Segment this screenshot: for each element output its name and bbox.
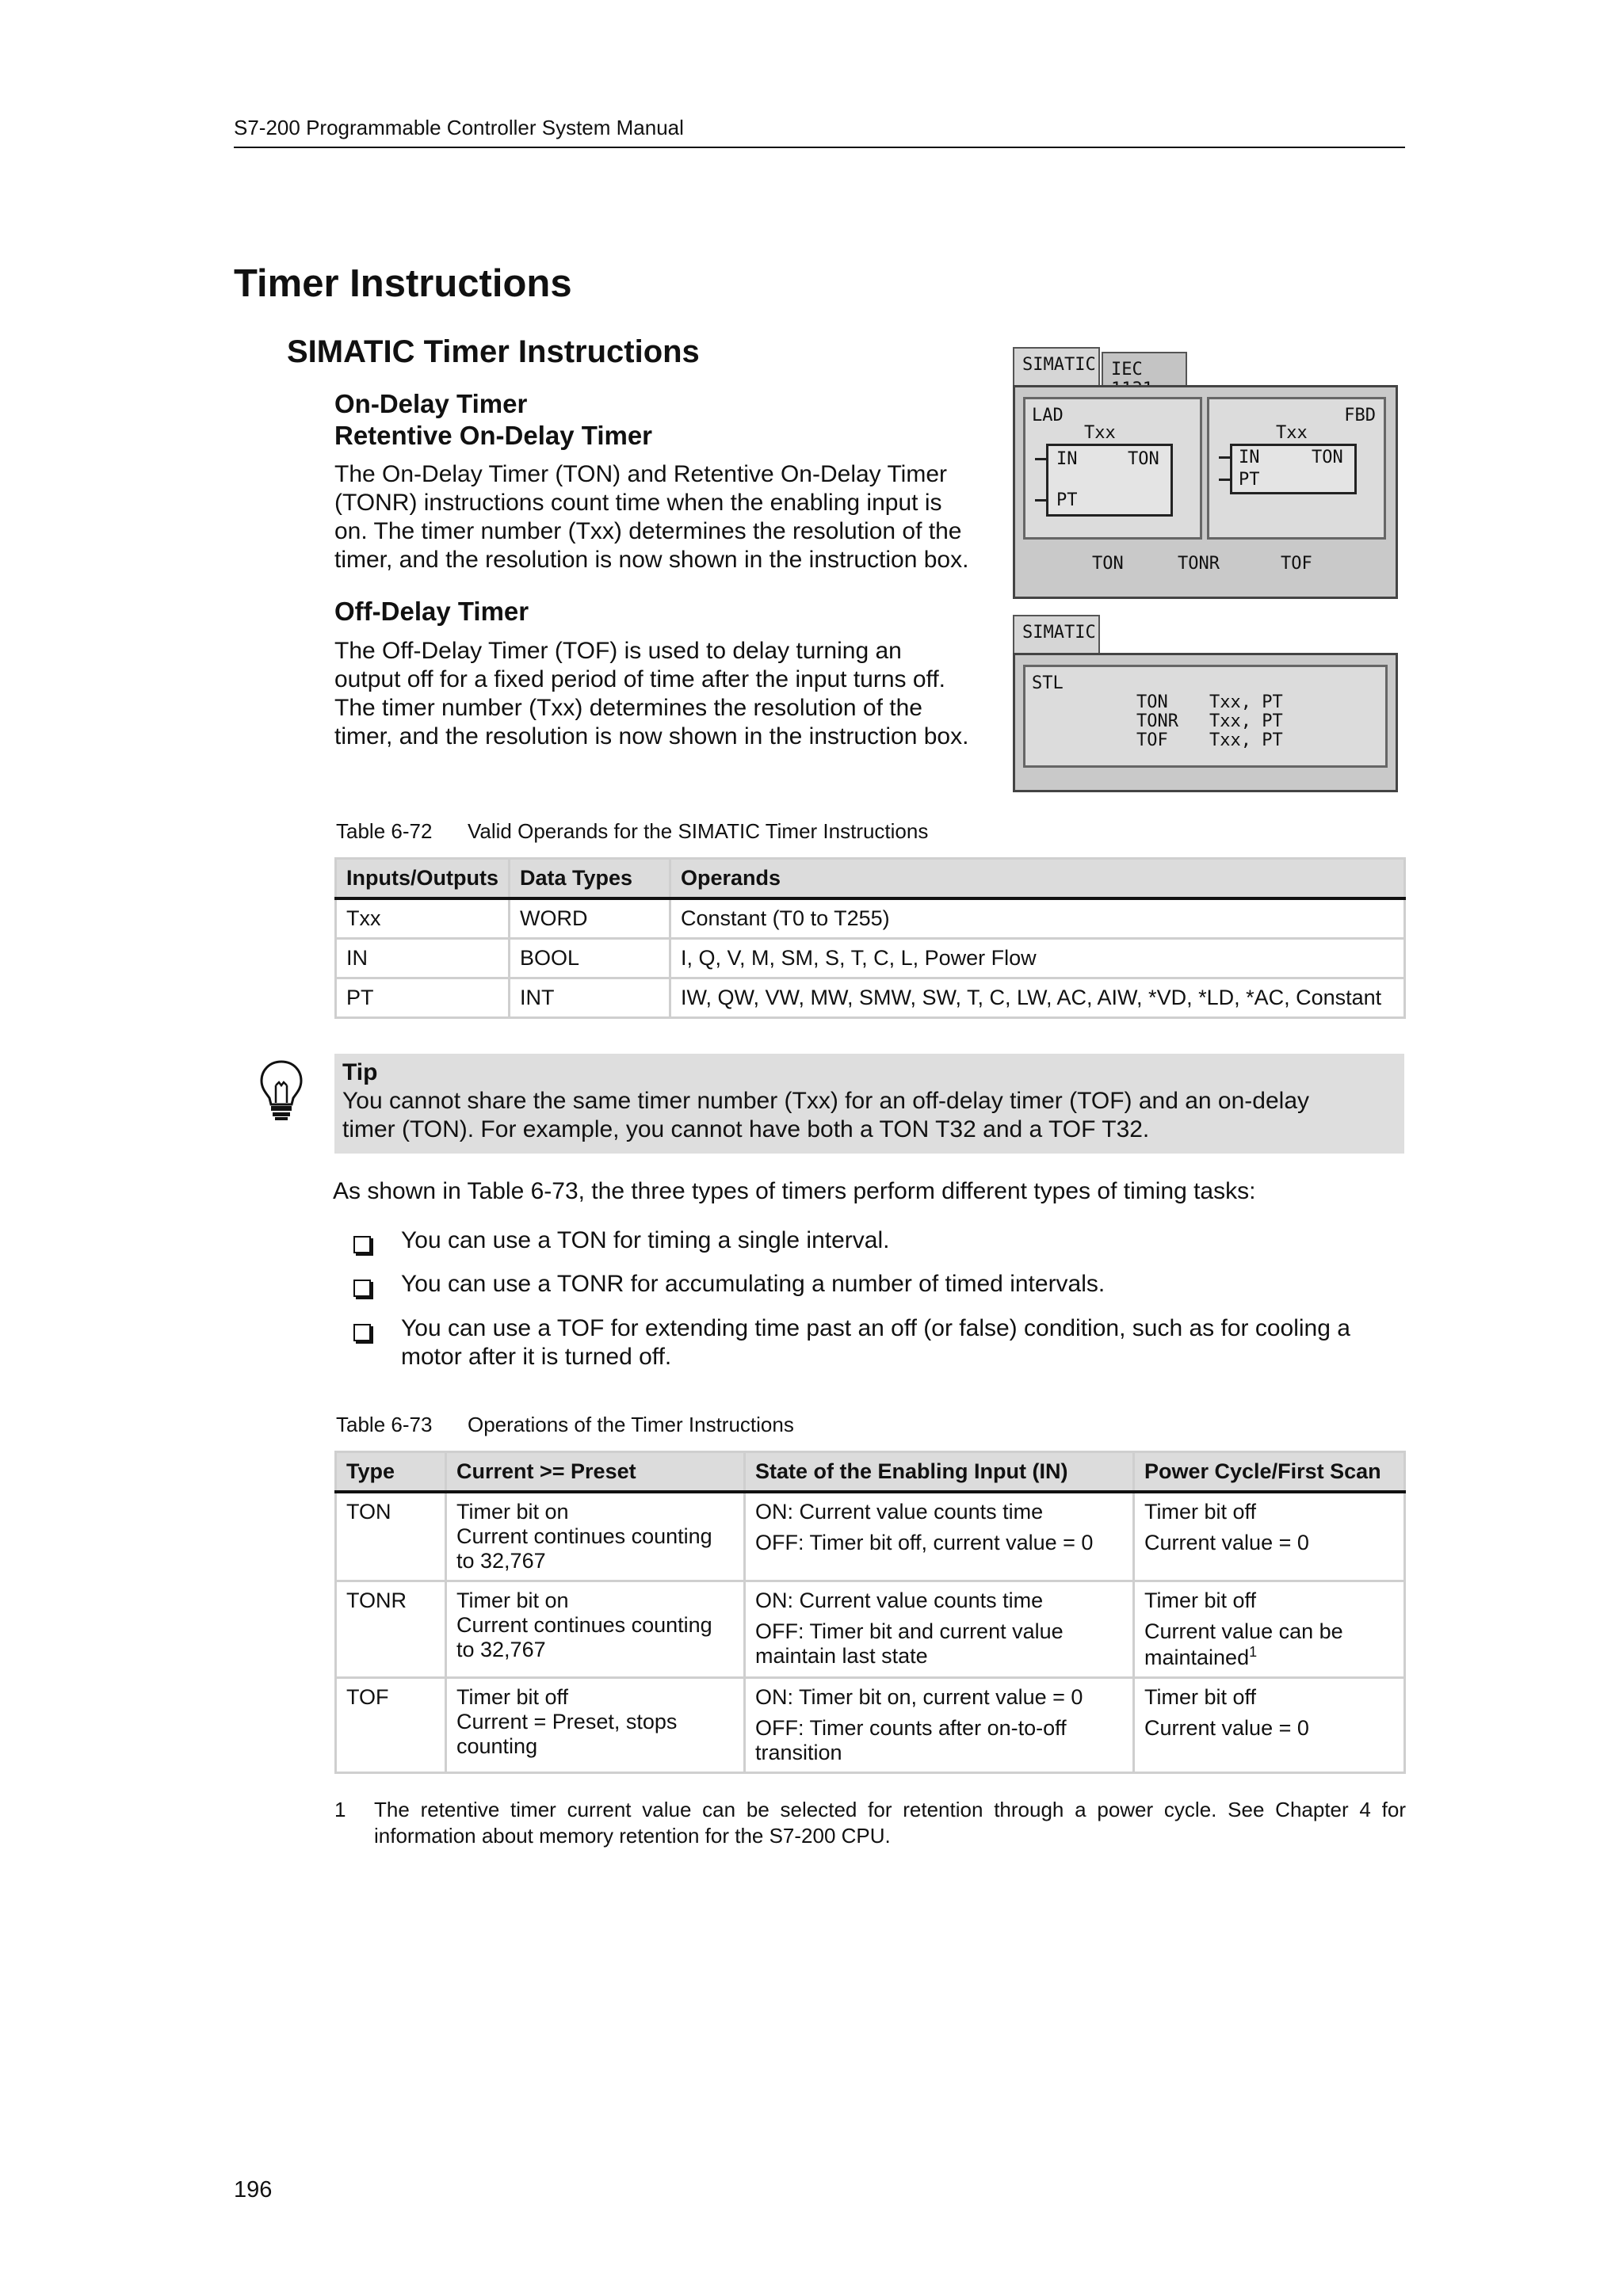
offdelay-line: timer, and the resolution is now shown in the instruction box. [334, 723, 969, 749]
table-cell: BOOL [510, 939, 670, 978]
fbd-in-pin: IN [1239, 448, 1260, 467]
stl-op-tonr: TONR [1136, 711, 1178, 731]
running-header: S7-200 Programmable Controller System Manual [234, 116, 684, 139]
tab-simatic-stl[interactable]: SIMATIC [1013, 615, 1100, 654]
lad-timer-name: Txx [1084, 423, 1116, 443]
table-header: Operands [670, 859, 1405, 899]
tab-iec-1131[interactable]: IEC [1102, 352, 1187, 387]
bullet-item [353, 1226, 1407, 1255]
bullet-text: motor after it is turned off. [401, 1344, 672, 1370]
cell-line: Timer bit off [1144, 1500, 1257, 1524]
bullet-text: You can use a TOF for extending time past an off (or false) condition, such as for cooling a [401, 1315, 1350, 1341]
table-672-number: Table 6-72 [336, 819, 433, 843]
table-header: Type [336, 1452, 446, 1493]
cell-line: counting [456, 1734, 538, 1758]
table-cell: IW, QW, VW, MW, SMW, SW, T, C, LW, AC, AIW, *VD, *LD, *AC, Constant [670, 978, 1405, 1018]
cell-line: OFF: Timer bit and current value [755, 1619, 1064, 1643]
lad-in-wire [1035, 458, 1046, 460]
cell-line: ON: Current value counts time [755, 1589, 1044, 1612]
stl-area [1023, 665, 1388, 768]
tip-line: You cannot share the same timer number (Txx) for an off-delay timer (TOF) and an on-delay [342, 1088, 1310, 1114]
header-rule [234, 147, 1405, 148]
table-header: Inputs/Outputs [336, 859, 510, 899]
fbd-op-label: TON [1312, 448, 1343, 467]
table-cell: I, Q, V, M, SM, S, T, C, L, Power Flow [670, 939, 1405, 978]
checkbox-bullet-icon [353, 1280, 371, 1297]
cell-line: to 32,767 [456, 1549, 546, 1573]
lad-in-pin: IN [1056, 449, 1078, 469]
stl-op-ton: TON [1136, 692, 1168, 712]
table-row [336, 978, 1405, 1018]
table-673 [334, 1451, 1406, 1774]
ondelay-heading-line-1: On-Delay Timer [334, 389, 528, 418]
table-header: State of the Enabling Input (IN) [745, 1452, 1134, 1493]
cell-line: ON: Current value counts time [755, 1500, 1044, 1524]
cell-line: Current value = 0 [1144, 1716, 1309, 1740]
offdelay-line: The timer number (Txx) determines the resolution of the [334, 695, 922, 721]
table-cell [446, 1492, 745, 1581]
table-row [336, 898, 1405, 939]
table-cell: WORD [510, 898, 670, 939]
table-header: Data Types [510, 859, 670, 899]
lad-area [1023, 397, 1202, 540]
cell-line: Current continues counting [456, 1613, 712, 1637]
lad-panel-body [1013, 385, 1398, 599]
fbd-timer-name: Txx [1276, 423, 1308, 443]
table-cell: PT [336, 978, 510, 1018]
lad-pt-wire [1035, 499, 1046, 502]
lad-pt-pin: PT [1056, 490, 1078, 510]
lad-fbd-panel [1013, 347, 1398, 599]
table-cell: INT [510, 978, 670, 1018]
lad-label: LAD [1032, 406, 1064, 425]
checkbox-bullet-icon [353, 1236, 371, 1253]
table-cell [446, 1678, 745, 1773]
table-cell: TON [336, 1492, 446, 1581]
footnote-line-2: information about memory retention for the S7-200 CPU. [374, 1824, 891, 1848]
fbd-label: FBD [1344, 406, 1376, 425]
stl-args-tonr: Txx, PT [1209, 711, 1283, 731]
tip-title: Tip [342, 1059, 378, 1085]
fbd-pt-pin: PT [1239, 470, 1260, 490]
bullet-item [353, 1270, 1407, 1299]
cell-line: Timer bit on [456, 1589, 569, 1612]
table-header: Power Cycle/First Scan [1134, 1452, 1405, 1493]
footnote-line-1: The retentive timer current value can be selected for retention through a power cycle. See Chapter 4 for [374, 1798, 1406, 1821]
table-cell [446, 1581, 745, 1678]
table-cell [745, 1581, 1134, 1678]
fbd-area [1207, 397, 1386, 540]
cell-line: maintain last state [755, 1644, 928, 1668]
table-row [336, 939, 1405, 978]
stl-panel [1013, 615, 1398, 792]
ondelay-line: on. The timer number (Txx) determines the resolution of the [334, 518, 962, 544]
variant-ton[interactable]: TON [1092, 554, 1124, 574]
fbd-in-wire [1219, 456, 1230, 459]
page-title: Timer Instructions [234, 262, 572, 305]
table-673-number: Table 6-73 [336, 1413, 433, 1436]
table-row [336, 1581, 1405, 1678]
tab-simatic[interactable]: SIMATIC [1013, 347, 1100, 387]
cell-line: OFF: Timer counts after on-to-off [755, 1716, 1067, 1740]
lightbulb-icon [258, 1058, 304, 1122]
offdelay-heading: Off-Delay Timer [334, 597, 529, 626]
stl-panel-body [1013, 653, 1398, 792]
table-cell [745, 1492, 1134, 1581]
table-row [336, 1492, 1405, 1581]
cell-line: OFF: Timer bit off, current value = 0 [755, 1531, 1094, 1554]
table-cell [1134, 1581, 1405, 1678]
ondelay-line: timer, and the resolution is now shown in the instruction box. [334, 547, 969, 573]
ondelay-heading-line-2: Retentive On-Delay Timer [334, 421, 653, 450]
cell-line: Timer bit on [456, 1500, 569, 1524]
table-row [336, 1678, 1405, 1773]
section-subtitle: SIMATIC Timer Instructions [287, 334, 700, 369]
footnote-ref: 1 [1249, 1644, 1258, 1660]
offdelay-paragraph [334, 637, 1000, 751]
table-header: Current >= Preset [446, 1452, 745, 1493]
bullet-text: You can use a TONR for accumulating a number of timed intervals. [401, 1271, 1106, 1297]
ondelay-heading [334, 388, 652, 452]
cell-line: ON: Timer bit on, current value = 0 [755, 1685, 1083, 1709]
ondelay-paragraph [334, 460, 1000, 574]
cell-line: Current = Preset, stops [456, 1710, 678, 1733]
cell-line: Timer bit off [1144, 1589, 1257, 1612]
stl-args-ton: Txx, PT [1209, 692, 1283, 712]
cell-line: Current value can be [1144, 1619, 1343, 1643]
stl-args-tof: Txx, PT [1209, 730, 1283, 750]
bullet-item [353, 1314, 1415, 1371]
cell-line: Timer bit off [456, 1685, 569, 1709]
table-673-title: Operations of the Timer Instructions [468, 1413, 794, 1436]
table-cell [1134, 1678, 1405, 1773]
cell-line: Timer bit off [1144, 1685, 1257, 1709]
cell-line: transition [755, 1741, 842, 1764]
cell-line: maintained [1144, 1646, 1250, 1669]
checkbox-bullet-icon [353, 1324, 371, 1341]
intro-sentence: As shown in Table 6-73, the three types of timers perform different types of timing tasks: [333, 1178, 1256, 1204]
table-cell: Txx [336, 898, 510, 939]
ondelay-line: The On-Delay Timer (TON) and Retentive On-Delay Timer [334, 461, 948, 487]
fbd-timer-box[interactable] [1230, 444, 1357, 494]
offdelay-line: output off for a fixed period of time after the input turns off. [334, 666, 946, 692]
table-cell [1134, 1492, 1405, 1581]
variant-tonr[interactable]: TONR [1178, 554, 1220, 574]
ondelay-line: (TONR) instructions count time when the enabling input is [334, 490, 942, 516]
cell-line: Current continues counting [456, 1524, 712, 1548]
table-673-caption [336, 1413, 794, 1437]
footnote-marker: 1 [334, 1798, 346, 1821]
fbd-pt-wire [1219, 479, 1230, 481]
table-cell [745, 1678, 1134, 1773]
lad-timer-box[interactable] [1046, 444, 1173, 517]
table-cell: TONR [336, 1581, 446, 1678]
stl-op-tof: TOF [1136, 730, 1168, 750]
table-cell: IN [336, 939, 510, 978]
page-number: 196 [234, 2177, 273, 2203]
table-cell: TOF [336, 1678, 446, 1773]
table-672-title: Valid Operands for the SIMATIC Timer Instructions [468, 819, 929, 843]
table-cell: Constant (T0 to T255) [670, 898, 1405, 939]
table-672-caption [336, 819, 928, 844]
stl-label: STL [1032, 673, 1064, 693]
lad-op-label: TON [1128, 449, 1159, 469]
bullet-text: You can use a TON for timing a single interval. [401, 1227, 890, 1253]
variant-tof[interactable]: TOF [1281, 554, 1312, 574]
offdelay-line: The Off-Delay Timer (TOF) is used to delay turning an [334, 638, 902, 664]
cell-line: to 32,767 [456, 1638, 546, 1661]
table-672 [334, 857, 1406, 1019]
tip-line: timer (TON). For example, you cannot have both a TON T32 and a TOF T32. [342, 1116, 1150, 1142]
cell-line: Current value = 0 [1144, 1531, 1309, 1554]
tip-box [334, 1054, 1404, 1154]
